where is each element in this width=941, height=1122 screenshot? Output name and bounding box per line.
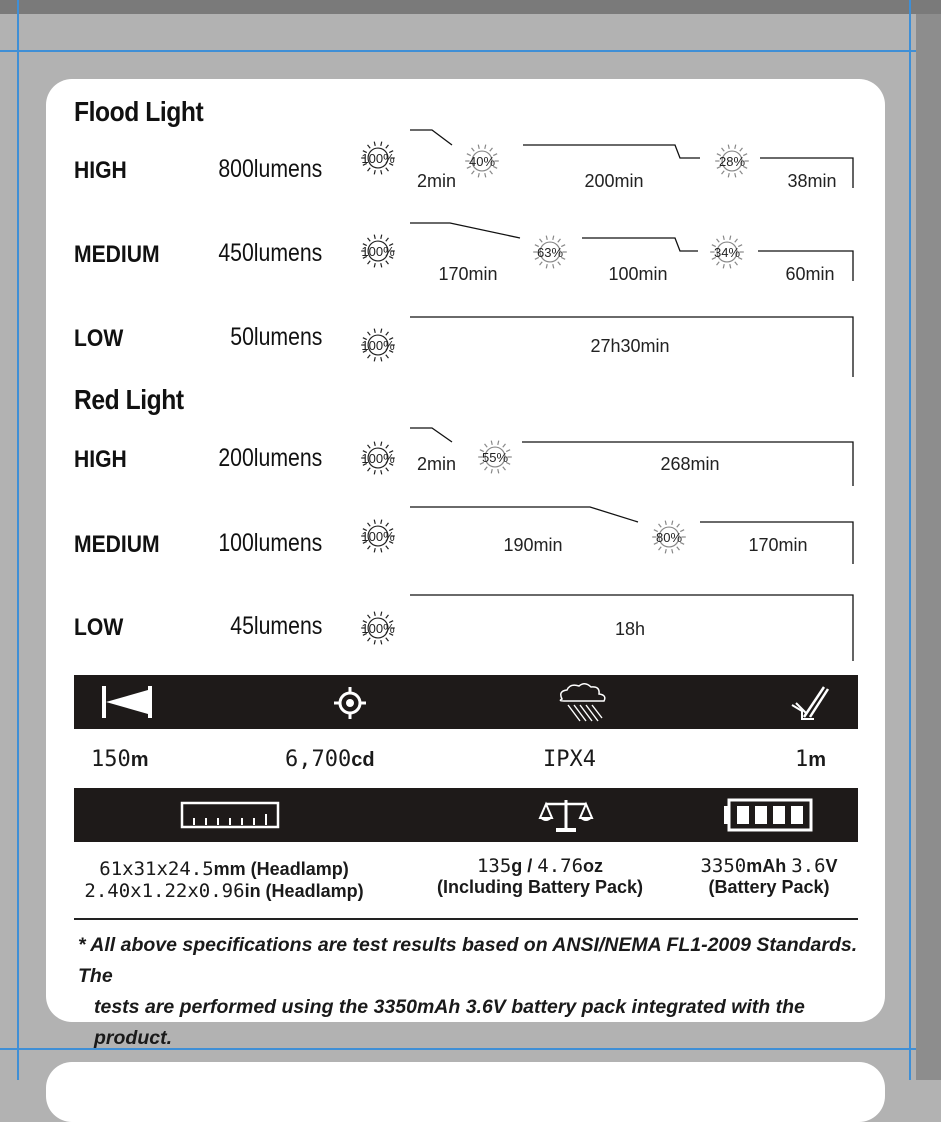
stage-time: 170min <box>748 535 808 555</box>
runtime-steps-line <box>410 130 700 158</box>
red-medium-runtime-graph <box>340 500 860 575</box>
impact-resistance-icon <box>788 683 834 723</box>
flood-light-title: Flood Light <box>74 96 204 127</box>
footnote-line-2: tests are performed using the 3350mAh 3.6V battery pack integrated with the product. <box>94 996 805 1049</box>
weight-value: 135g / 4.76oz (Including Battery Pack) <box>436 855 644 897</box>
stage-time: 2min <box>417 454 457 474</box>
red-low-mode: LOW <box>74 614 124 641</box>
level-label: 100% <box>361 151 395 166</box>
peak-intensity-icon <box>330 685 370 721</box>
battery-value: 3350mAh 3.6V (Battery Pack) <box>700 855 838 897</box>
flood-high-mode: HIGH <box>74 157 127 184</box>
weight-scale-icon <box>538 796 594 834</box>
stage-time: 38min <box>787 171 837 191</box>
red-medium-lumens: 100lumens <box>218 529 322 557</box>
flood-low-lumens: 50lumens <box>229 323 322 351</box>
footnote <box>78 930 858 1054</box>
dimensions-value: 61x31x24.5mm (Headlamp) 2.40x1.22x0.96in (Headlamp) <box>84 858 364 902</box>
runtime-steps-line <box>410 428 452 442</box>
red-low-lumens: 45lumens <box>229 612 322 640</box>
flood-high-lumens: 800lumens <box>218 155 322 183</box>
flood-medium-runtime-graph <box>340 215 860 285</box>
flood-medium-lumens: 450lumens <box>218 239 322 267</box>
red-high-mode: HIGH <box>74 446 127 473</box>
footnote-line-1: * All above specifications are test results based on ANSI/NEMA FL1-2009 Standards. The <box>78 934 858 987</box>
spec-icon-bar <box>74 675 858 729</box>
level-label: 100% <box>361 451 395 466</box>
dimensions-ruler-icon <box>180 800 280 830</box>
level-label: 100% <box>361 529 395 544</box>
stage-time: 18h <box>614 619 646 639</box>
level-label: 80% <box>655 530 683 545</box>
level-label: 100% <box>361 338 395 353</box>
flood-low-runtime-graph <box>340 305 860 380</box>
flood-high-runtime-graph <box>340 125 860 195</box>
level-label: 100% <box>361 621 395 636</box>
level-label: 55% <box>481 450 509 465</box>
level-label: 63% <box>536 245 564 260</box>
level-label: 40% <box>468 154 496 169</box>
stage-time: 2min <box>417 171 457 191</box>
red-high-lumens: 200lumens <box>218 444 322 472</box>
flood-medium-mode: MEDIUM <box>74 241 160 268</box>
stage-time: 190min <box>503 535 563 555</box>
runtime-steps-line <box>410 507 638 522</box>
stage-time: 27h30min <box>590 336 670 356</box>
water-resistance-icon <box>552 681 612 725</box>
stage-time: 170min <box>438 264 498 284</box>
top-border-bar <box>0 0 941 14</box>
red-low-runtime-graph <box>340 585 860 663</box>
right-edge-strip <box>916 14 941 1080</box>
stage-time: 200min <box>584 171 644 191</box>
stage-time: 60min <box>785 264 835 284</box>
impact-resistance-value: 1m <box>795 747 827 772</box>
battery-icon <box>722 798 814 832</box>
stage-time: 268min <box>660 454 720 474</box>
next-card-edge <box>46 1062 885 1122</box>
physical-icon-bar <box>74 788 858 842</box>
beam-distance-value: 150m <box>91 747 149 772</box>
level-label: 28% <box>718 154 746 169</box>
level-label: 34% <box>713 245 741 260</box>
guide-line-top <box>0 50 941 52</box>
flood-low-mode: LOW <box>74 325 124 352</box>
beam-distance-icon <box>100 684 154 720</box>
red-high-runtime-graph <box>340 420 860 490</box>
red-medium-mode: MEDIUM <box>74 531 160 558</box>
stage-time: 100min <box>608 264 668 284</box>
peak-intensity-value: 6,700cd <box>285 747 375 772</box>
water-resistance-value: IPX4 <box>543 747 596 772</box>
guide-line-right <box>909 0 911 1080</box>
guide-line-left <box>17 0 19 1080</box>
red-light-title: Red Light <box>74 384 184 415</box>
level-label: 100% <box>361 244 395 259</box>
footnote-divider <box>74 918 858 920</box>
